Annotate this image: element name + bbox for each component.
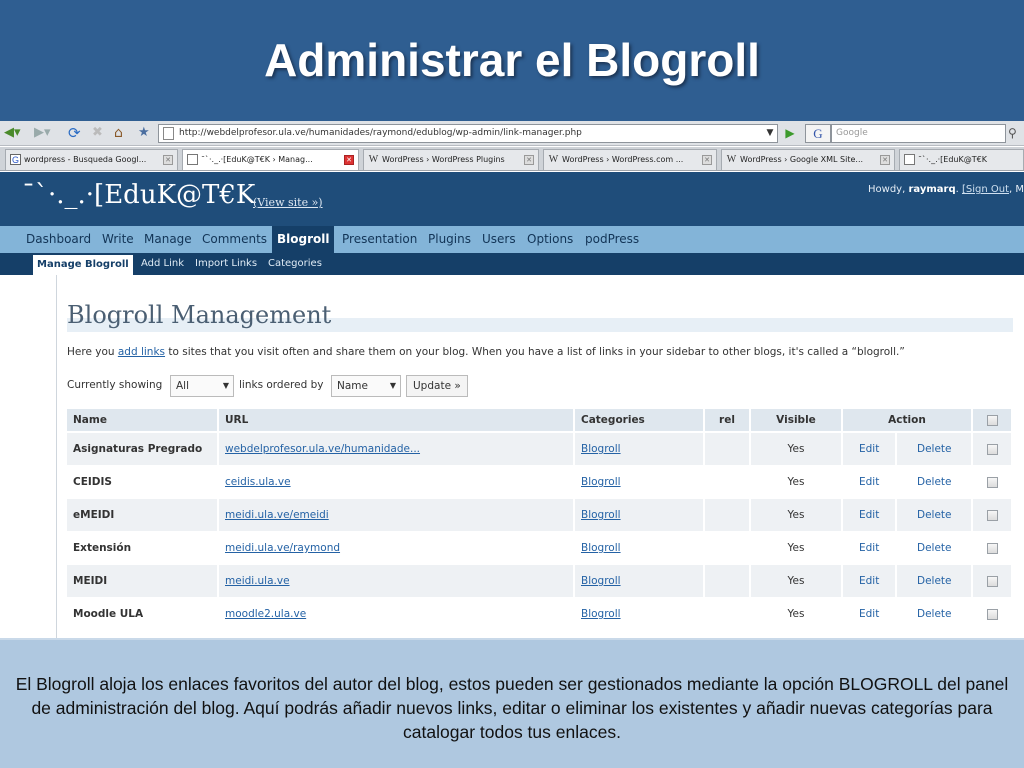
link-rel [705, 433, 751, 465]
link-rel [705, 565, 751, 597]
link-url [219, 532, 575, 564]
link-name: CEIDIS [67, 466, 219, 498]
row-checkbox[interactable] [973, 499, 1013, 531]
header-action: Action [843, 409, 973, 431]
menu-manage[interactable]: Manage [144, 232, 192, 246]
edit-cell [843, 598, 897, 630]
link-category-anchor[interactable]: Blogroll [581, 509, 621, 521]
tab-label: wordpress - Busqueda Googl... [24, 155, 147, 164]
link-name: eMEIDI [67, 499, 219, 531]
header-url[interactable]: URL [219, 409, 575, 431]
link-rel [705, 499, 751, 531]
link-category [575, 598, 705, 630]
link-url-anchor[interactable]: meidi.ula.ve/emeidi [225, 509, 329, 521]
category-select[interactable] [170, 375, 234, 397]
wp-main-menu [0, 226, 1024, 253]
header-visible[interactable]: Visible [751, 409, 843, 431]
bookmark-icon[interactable]: ★ [138, 125, 150, 140]
url-text: http://webdelprofesor.ula.ve/humanidades/raymond/edublog/wp-admin/link-manager.php [179, 128, 582, 138]
checkbox-icon [987, 576, 998, 587]
ordered-by-label: links ordered by [239, 379, 324, 391]
menu-plugins[interactable]: Plugins [428, 232, 471, 246]
caption-text: El Blogroll aloja los enlaces favoritos del autor del blog, estos pueden ser gestionados mediante la opción BLOGROLL del panel de administración del blog. Aquí podrás añadir nuevos links, editar o eliminar los existentes y añadir nuevas categorías para catalogar todos tus enlaces. [15, 674, 1009, 742]
table-row [67, 565, 1013, 597]
table-row [67, 466, 1013, 498]
stop-icon[interactable]: ✖ [92, 125, 103, 140]
wp-content [56, 275, 1024, 638]
tab-label: WordPress › WordPress Plugins [382, 155, 505, 164]
edit-cell [843, 499, 897, 531]
edit-link[interactable]: Edit [859, 575, 880, 587]
close-icon[interactable]: ✕ [702, 155, 712, 165]
link-category-anchor[interactable]: Blogroll [581, 476, 621, 488]
wordpress-favicon-icon: W [368, 154, 379, 165]
search-engine-icon[interactable]: G [805, 124, 831, 143]
browser-tabs [0, 147, 1024, 171]
tab-label: ¯`·._.·[EduK@T€K [918, 155, 987, 164]
checkbox-icon [987, 510, 998, 521]
menu-dashboard[interactable]: Dashboard [26, 232, 92, 246]
tab-wordpress-plugins[interactable] [363, 149, 539, 170]
category-select-value: All [176, 380, 190, 392]
delete-link[interactable]: Delete [917, 443, 952, 455]
link-url [219, 433, 575, 465]
dropdown-arrow-icon: ▼ [222, 381, 229, 390]
link-rel [705, 598, 751, 630]
reload-icon[interactable]: ⟳ [68, 124, 81, 142]
submenu-manage-blogroll[interactable]: Manage Blogroll [33, 255, 133, 275]
username: raymarq [908, 184, 956, 195]
delete-link[interactable]: Delete [917, 476, 952, 488]
edit-link[interactable]: Edit [859, 476, 880, 488]
url-dropdown-icon[interactable]: ▼ [766, 128, 774, 138]
currently-showing-label: Currently showing [67, 379, 163, 391]
search-icon[interactable]: ⚲ [1008, 126, 1017, 140]
delete-link[interactable]: Delete [917, 608, 952, 620]
delete-cell [897, 433, 973, 465]
delete-link[interactable]: Delete [917, 509, 952, 521]
edit-link[interactable]: Edit [859, 542, 880, 554]
delete-cell [897, 565, 973, 597]
link-visible: Yes [751, 499, 843, 531]
delete-cell [897, 598, 973, 630]
link-name: MEIDI [67, 565, 219, 597]
submenu-categories[interactable]: Categories [268, 258, 322, 269]
menu-blogroll[interactable]: Blogroll [272, 226, 334, 253]
tab-eduktek[interactable] [899, 149, 1024, 170]
checkbox-icon [987, 609, 998, 620]
edit-cell [843, 565, 897, 597]
link-url [219, 598, 575, 630]
wordpress-favicon-icon: W [548, 154, 559, 165]
tab-eduktek-manage[interactable] [182, 149, 359, 170]
link-url-anchor[interactable]: ceidis.ula.ve [225, 476, 291, 488]
row-checkbox[interactable] [973, 433, 1013, 465]
close-icon[interactable]: ✕ [524, 155, 534, 165]
howdy-text: Howdy, [868, 184, 909, 195]
edit-link[interactable]: Edit [859, 443, 880, 455]
browser-screenshot [0, 121, 1024, 638]
link-rel [705, 532, 751, 564]
link-category [575, 532, 705, 564]
intro-text [67, 346, 905, 358]
close-icon[interactable]: ✕ [344, 155, 354, 165]
home-icon[interactable]: ⌂ [114, 125, 123, 141]
close-icon[interactable]: ✕ [880, 155, 890, 165]
update-button[interactable]: Update » [406, 375, 468, 397]
search-input[interactable]: Google [831, 124, 1006, 143]
delete-cell [897, 466, 973, 498]
url-input[interactable] [158, 124, 778, 143]
order-select-value: Name [337, 380, 368, 392]
menu-comments[interactable]: Comments [202, 232, 268, 246]
table-row [67, 433, 1013, 465]
table-row [67, 499, 1013, 531]
tab-google-xml-sitemaps[interactable] [721, 149, 895, 170]
edit-link[interactable]: Edit [859, 608, 880, 620]
link-visible: Yes [751, 466, 843, 498]
tab-label: WordPress › Google XML Site... [740, 155, 864, 164]
add-links-link[interactable]: add links [117, 346, 166, 358]
select-all-checkbox[interactable] [973, 409, 1013, 431]
link-name: Extensión [67, 532, 219, 564]
menu-write[interactable]: Write [102, 232, 134, 246]
sign-out-link[interactable]: [Sign Out [961, 184, 1009, 195]
link-visible: Yes [751, 532, 843, 564]
wordpress-favicon-icon: W [726, 154, 737, 165]
delete-cell [897, 499, 973, 531]
table-row [67, 598, 1013, 630]
checkbox-icon [987, 415, 998, 426]
menu-users[interactable]: Users [482, 232, 516, 246]
tab-label: ¯`·._.·[EduK@T€K › Manag... [201, 155, 313, 164]
slide-title: Administrar el Blogroll [264, 34, 760, 86]
order-select[interactable] [331, 375, 401, 397]
checkbox-icon [987, 444, 998, 455]
link-url-anchor[interactable]: moodle2.ula.ve [225, 608, 307, 620]
link-category [575, 565, 705, 597]
link-url-anchor[interactable]: webdelprofesor.ula.ve/humanidade... [225, 443, 421, 455]
menu-podpress[interactable]: podPress [585, 232, 640, 246]
row-checkbox[interactable] [973, 466, 1013, 498]
wp-submenu [0, 253, 1024, 275]
page-icon [163, 127, 174, 140]
header-name[interactable]: Name [67, 409, 219, 431]
sign-out-rest: , M [1009, 184, 1024, 195]
edit-cell [843, 532, 897, 564]
header-categories[interactable]: Categories [575, 409, 705, 431]
link-category [575, 433, 705, 465]
slide-caption [0, 638, 1024, 768]
menu-presentation[interactable]: Presentation [342, 232, 418, 246]
page-favicon-icon [187, 154, 198, 165]
back-icon[interactable]: ◀▾ [4, 125, 21, 140]
delete-link[interactable]: Delete [917, 542, 952, 554]
page-title: Blogroll Management [67, 301, 332, 329]
tab-google-search[interactable] [5, 149, 178, 170]
row-checkbox[interactable] [973, 598, 1013, 630]
link-url [219, 499, 575, 531]
submenu-add-link[interactable]: Add Link [141, 258, 185, 269]
checkbox-icon [987, 477, 998, 488]
dropdown-arrow-icon: ▼ [389, 381, 396, 390]
link-rel [705, 466, 751, 498]
link-name: Moodle ULA [67, 598, 219, 630]
intro-after: to sites that you visit often and share them on your blog. When you have a list of links in your sidebar to other blogs, it's called a “blogroll.” [165, 346, 905, 358]
table-row [67, 532, 1013, 564]
forward-icon[interactable]: ▶▾ [34, 125, 51, 140]
link-category [575, 466, 705, 498]
edit-cell [843, 433, 897, 465]
row-checkbox[interactable] [973, 532, 1013, 564]
delete-link[interactable]: Delete [917, 575, 952, 587]
link-category-anchor[interactable]: Blogroll [581, 608, 621, 620]
link-category-anchor[interactable]: Blogroll [581, 443, 621, 455]
link-category-anchor[interactable]: Blogroll [581, 575, 621, 587]
link-name: Asignaturas Pregrado [67, 433, 219, 465]
intro-before: Here you [67, 346, 118, 358]
link-visible: Yes [751, 565, 843, 597]
link-url [219, 466, 575, 498]
link-url-anchor[interactable]: meidi.ula.ve/raymond [225, 542, 341, 554]
page-favicon-icon [904, 154, 915, 165]
link-url-anchor[interactable]: meidi.ula.ve [225, 575, 290, 587]
row-checkbox[interactable] [973, 565, 1013, 597]
link-visible: Yes [751, 598, 843, 630]
menu-options[interactable]: Options [527, 232, 574, 246]
user-greeting: Howdy, raymarq. [Sign Out, M [868, 184, 1024, 195]
go-icon[interactable]: ▶ [785, 126, 795, 140]
checkbox-icon [987, 543, 998, 554]
site-name[interactable]: ¯`·._.·[EduK@T€K [22, 180, 256, 210]
edit-cell [843, 466, 897, 498]
submenu-import-links[interactable]: Import Links [195, 258, 258, 269]
link-url [219, 565, 575, 597]
view-site-link[interactable]: (View site ») [253, 196, 323, 209]
google-favicon-icon: G [11, 155, 19, 165]
wp-header [0, 172, 1024, 226]
delete-cell [897, 532, 973, 564]
edit-link[interactable]: Edit [859, 509, 880, 521]
tab-wordpress-com[interactable] [543, 149, 717, 170]
tab-label: WordPress › WordPress.com ... [562, 155, 684, 164]
table-header [67, 409, 1013, 431]
link-category-anchor[interactable]: Blogroll [581, 542, 621, 554]
browser-navbar [0, 121, 1024, 146]
close-icon[interactable]: ✕ [163, 155, 173, 165]
link-visible: Yes [751, 433, 843, 465]
link-category [575, 499, 705, 531]
header-rel[interactable]: rel [705, 409, 751, 431]
